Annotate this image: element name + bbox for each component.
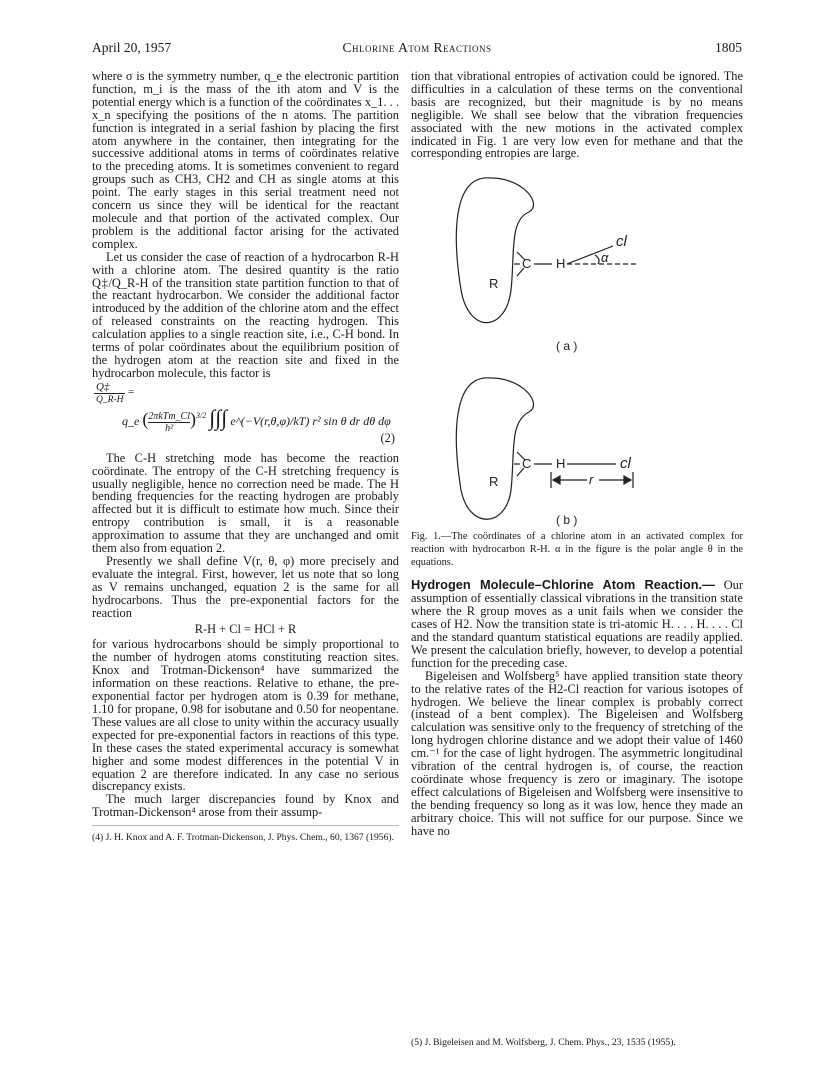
page-number: 1805 [715, 40, 742, 55]
paragraph: Presently we shall define V(r, θ, φ) more precisely and evaluate the integral. First, however, let us note that so long as V remains unchanged, equation 2 is the same for all hydrocarbons. Thus the pre-exponential factors for the reaction [92, 554, 399, 620]
paragraph: The C-H stretching mode has become the reaction coördinate. The entropy of the C-H stretching frequency is usually negligible, hence no correction need be made. The H bending frequencies for the reacting hydrogen are probably affected but it is difficult to estimate how much. Since their entropy contribution is small, it is a reasonable approximation to assume that they are unchanged and omit them also from equation 2. [92, 450, 399, 556]
molecule-outline-b [456, 378, 533, 519]
equation-equals: = [128, 385, 135, 398]
equation-prefix: q_e [122, 413, 140, 428]
footnote-5: (5) J. Bigeleisen and M. Wolfsberg, J. Chem. Phys., 23, 1535 (1955). [411, 1037, 676, 1048]
paragraph: for various hydrocarbons should be simply proportional to the number of hydrogen atoms constituting reaction sites. Knox and Trotman-Dickenson⁴ have summarized the information on these reactions. Relative to ethane, the pre-exponential factor per hydrogen atom is 0.39 for methane, 1.10 for propane, 0.98 for isobutane and 0.50 for neopentane. These values are all close to unity within the accuracy usually expected for pre-exponential factors in reactions of this type. In these cases the stated experimental accuracy is somewhat higher and some modest differences in the potential V in equation 2 are therefore indicated. In any case no serious discrepancy exists. [92, 637, 399, 794]
equation-fraction-denominator: h² [165, 422, 174, 434]
panel-a-label: ( a ) [556, 339, 578, 354]
right-column [411, 70, 743, 837]
header-date: April 20, 1957 [92, 40, 172, 55]
distance-r-label: r [589, 472, 594, 488]
paragraph: The much larger discrepancies found by Knox and Trotman-Dickenson⁴ arose from their assump- [92, 792, 399, 820]
page-header [92, 40, 742, 58]
equation-lhs-numerator: Q‡ [94, 382, 125, 394]
header-title: Chlorine Atom Reactions [342, 40, 492, 55]
hydrogen-label-a: H [556, 256, 566, 272]
panel-b-label: ( b ) [556, 513, 578, 528]
alpha-label: α [601, 250, 609, 266]
equation-lhs [94, 380, 135, 406]
paragraph: tion that vibrational entropies of activation could be ignored. The difficulties in a calculation of these terms on the conventional basis are recognized, but their magnitude is by no means negligible. We shall see below that the vibration frequencies associated with the new motions in the activated complex indicated in Fig. 1 are very low even for methane and that the corresponding entropies are large. [411, 69, 743, 161]
section-title: Hydrogen Molecule–Chlorine Atom Reaction.— [411, 577, 715, 593]
figure-1 [411, 160, 743, 530]
paragraph: where σ is the symmetry number, q_e the electronic partition function, m_i is the mass of the ith atom and V is the potential energy which is a function of the coördinates x_1. . . x_n specifying the positions of the n atoms. The partition function is integrated in a serial fashion by placing the first atom anywhere in the container, then integrating for the successive additional atoms in terms of coördinates relative to the preceding atoms. It is sometimes convenient to regard groups such as CH3, CH2 and CH as single atoms at this point. The early stages in this serial treatment need not concern us since they will be identical for the reactant molecule and that portion of the activated complex. Our problem is the additional factor arising for the activated complex. [92, 69, 399, 251]
footnote-4: (4) J. H. Knox and A. F. Trotman-Dickenson, J. Phys. Chem., 60, 1367 (1956). [92, 825, 399, 844]
chlorine-label-a: cl [616, 233, 627, 251]
molecule-outline-a [456, 178, 533, 323]
r-group-label-b: R [489, 474, 499, 490]
equation-2 [92, 382, 399, 448]
reaction-equation: R-H + Cl = HCl + R [194, 621, 297, 636]
equation-lhs-denominator: Q_R-H [96, 394, 124, 405]
figure-caption: Fig. 1.—The coördinates of a chlorine atom in an activated complex for reaction with hydrocarbon R-H. α in the figure is the polar angle θ in the equations. [411, 531, 743, 569]
r-group-label-a: R [489, 276, 499, 292]
paragraph: Bigeleisen and Wolfsberg⁵ have applied transition state theory to the relative rates of the H2-Cl reaction for various isotopes of hydrogen. We believe the linear complex is probably correct (instead of a bent complex). The Bigeleisen and Wolfsberg calculation was sensitive only to the frequency of stretching of the long hydrogen chlorine distance and we adopt their value of 1460 cm.⁻¹ for the case of light hydrogen. The asymmetric longitudinal vibration of the central hydrogen is, of course, the reaction coördinate whose frequency is zero or imaginary. The isotope effect calculations of Bigeleisen and Wolfsberg were insensitive to the bending frequency so long as it was low, hence they made an arbitrary choice. This will not suffice for our purpose. Since we have no [411, 668, 743, 838]
hydrogen-label-b: H [556, 456, 566, 472]
equation-number: (2) [380, 430, 395, 445]
equation-fraction-numerator: 2πkTm_Cl [148, 410, 191, 422]
equation-fraction [148, 411, 190, 434]
figure-1-diagram [411, 160, 743, 530]
carbon-label-b: C [522, 456, 532, 472]
chlorine-label-b: cl [620, 455, 631, 473]
equation-power: 3/2 [196, 410, 207, 420]
paragraph: Let us consider the case of reaction of a hydrocarbon R-H with a chlorine atom. The desired quantity is the ratio Q‡/Q_R-H of the transition state partition function to that of the reactant hydrocarbon. We consider the additional factor introduced by the addition of the chlorine atom and the effect of released constraints on the reacting hydrogen. This calculation applies to a single reaction site, i.e., C-H bond. In terms of polar coördinates about the equilibrium position of the hydrogen atom at the reaction site and fixed in the hydrocarbon molecule, this factor is [92, 249, 399, 380]
equation-rhs: q_e ( $\frac{\text{2πkTm\_Cl}}{\text{h²}}$ )$^{3/2}$ ∫∫∫ e^(−V(r,θ,φ)/kT) r² sin θ dr dθ dφ [122, 404, 391, 434]
paragraph: Our assumption of essentially classical vibrations in the transition state where the R group moves as a unit fails when we consider the cases of H2. Now the transition state is tri-atomic H. . . . H. . . . Cl and the standard quantum statistical equations are readily applied. We present the calculation briefly, however, to develop a potential function for the preceding case. [411, 578, 743, 670]
equation-integrand: e^(−V(r,θ,φ)/kT) r² sin θ dr dθ dφ [230, 413, 391, 428]
carbon-label-a: C [522, 256, 532, 272]
left-column [92, 70, 399, 844]
